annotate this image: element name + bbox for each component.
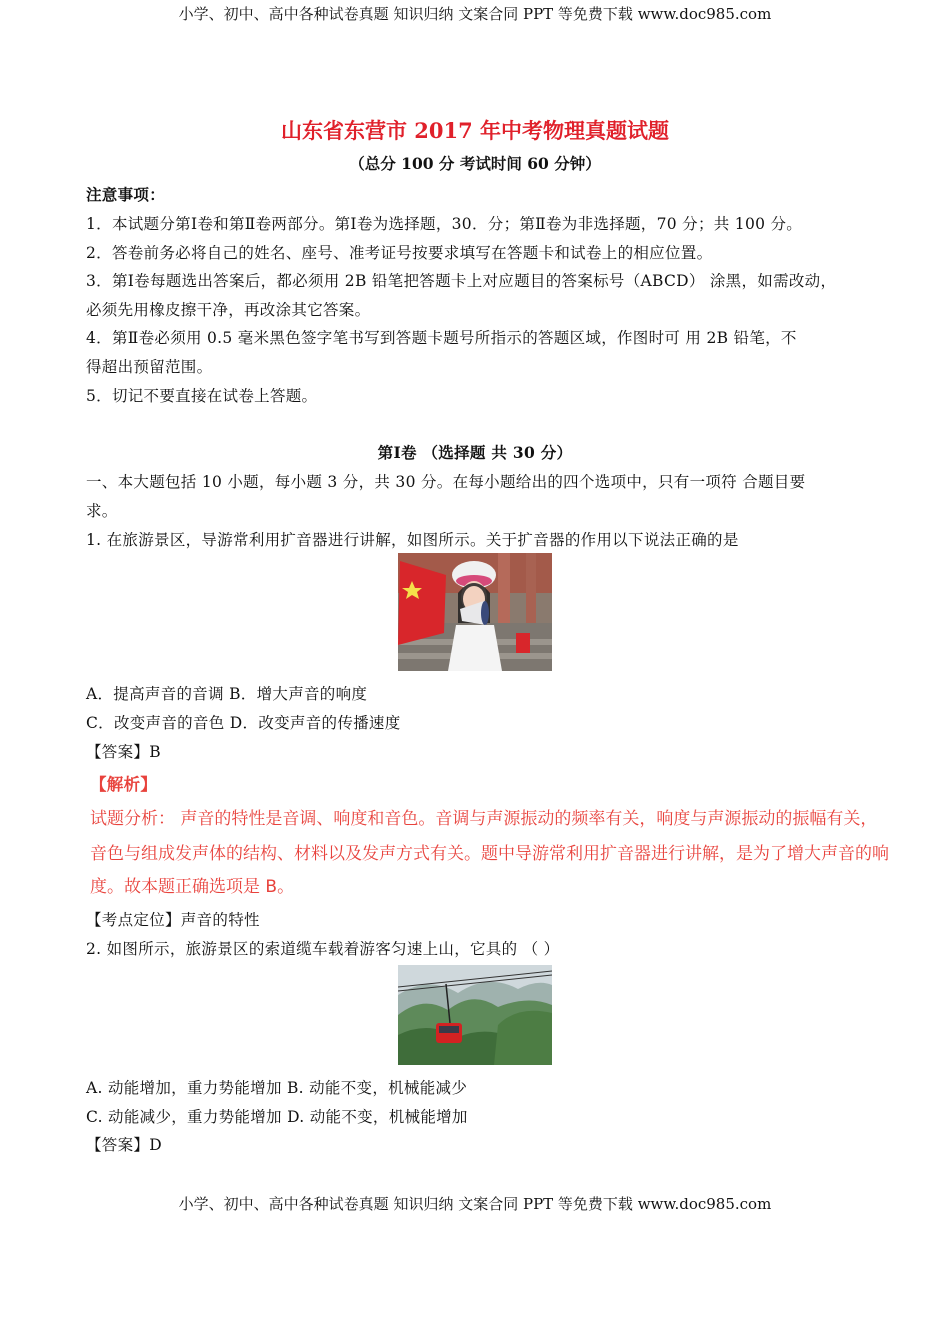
section-intro-2: 求。	[86, 502, 118, 520]
q1-options-line1: A．提高声音的音调 B．增大声音的响度	[86, 685, 368, 703]
notes-line-3b: 必须先用橡皮擦干净，再改涂其它答案。	[86, 301, 371, 319]
notes-line-5: 5．切记不要直接在试卷上答题。	[86, 387, 318, 405]
q1-analysis-line-3: 度。故本题正确选项是 B。	[90, 877, 295, 897]
q2-options-line2: C. 动能减少，重力势能增加 D. 动能不变，机械能增加	[86, 1108, 468, 1126]
q1-analysis-label: 【解析】	[90, 775, 158, 794]
q1-kaodian: 【考点定位】声音的特性	[86, 911, 260, 929]
cable-car-mountain-photo-icon	[398, 965, 552, 1065]
q1-answer: 【答案】B	[86, 743, 161, 761]
section-heading: 第Ⅰ卷 （选择题 共 30 分）	[377, 443, 573, 462]
notes-line-4: 4．第Ⅱ卷必须用 0.5 毫米黑色签字笔书写到答题卡题号所指示的答题区域，作图时可 用 2B 铅笔，不	[86, 329, 797, 347]
page-subtitle: （总分 100 分 考试时间 60 分钟）	[349, 154, 601, 173]
page-footer: 小学、初中、高中各种试卷真题 知识归纳 文案合同 PPT 等免费下载 www.doc985.com	[178, 1195, 772, 1213]
q1-analysis-line-1: 试题分析： 声音的特性是音调、响度和音色。音调与声源振动的频率有关，响度与声源振动的振幅有关，	[90, 809, 878, 829]
q2-options-line1: A. 动能增加，重力势能增加 B. 动能不变，机械能减少	[86, 1079, 468, 1097]
q1-options-line2: C．改变声音的音色 D．改变声音的传播速度	[86, 714, 401, 732]
notes-line-1: 1．本试题分第Ⅰ卷和第Ⅱ卷两部分。第Ⅰ卷为选择题，30．分；第Ⅱ卷为非选择题，70 分；共 100 分。	[86, 215, 803, 233]
q1-stem: 1. 在旅游景区，导游常利用扩音器进行讲解，如图所示。关于扩音器的作用以下说法正确的是	[86, 531, 739, 549]
page-header: 小学、初中、高中各种试卷真题 知识归纳 文案合同 PPT 等免费下载 www.doc985.com	[178, 5, 772, 23]
page-title: 山东省东营市 2017 年中考物理真题试题	[280, 118, 670, 143]
notes-line-3: 3．第Ⅰ卷每题选出答案后，都必须用 2B 铅笔把答题卡上对应题目的答案标号（ABCD） 涂黑，如需改动，	[86, 272, 837, 290]
section-intro-1: 一、本大题包括 10 小题，每小题 3 分，共 30 分。在每小题给出的四个选项中，只有一项符 合题目要	[86, 473, 806, 491]
notes-line-2: 2．答卷前务必将自己的姓名、座号、准考证号按要求填写在答题卡和试卷上的相应位置。	[86, 244, 713, 262]
q1-analysis-line-2: 音色与组成发声体的结构、材料以及发声方式有关。题中导游常利用扩音器进行讲解，是为了增大声音的响	[90, 844, 889, 864]
tour-guide-megaphone-photo-icon	[398, 553, 552, 671]
notes-line-4b: 得超出预留范围。	[86, 358, 213, 376]
notes-heading: 注意事项：	[86, 185, 166, 204]
q2-answer: 【答案】D	[86, 1136, 162, 1154]
q2-stem: 2. 如图所示，旅游景区的索道缆车载着游客匀速上山，它具的 （ ）	[86, 940, 560, 958]
